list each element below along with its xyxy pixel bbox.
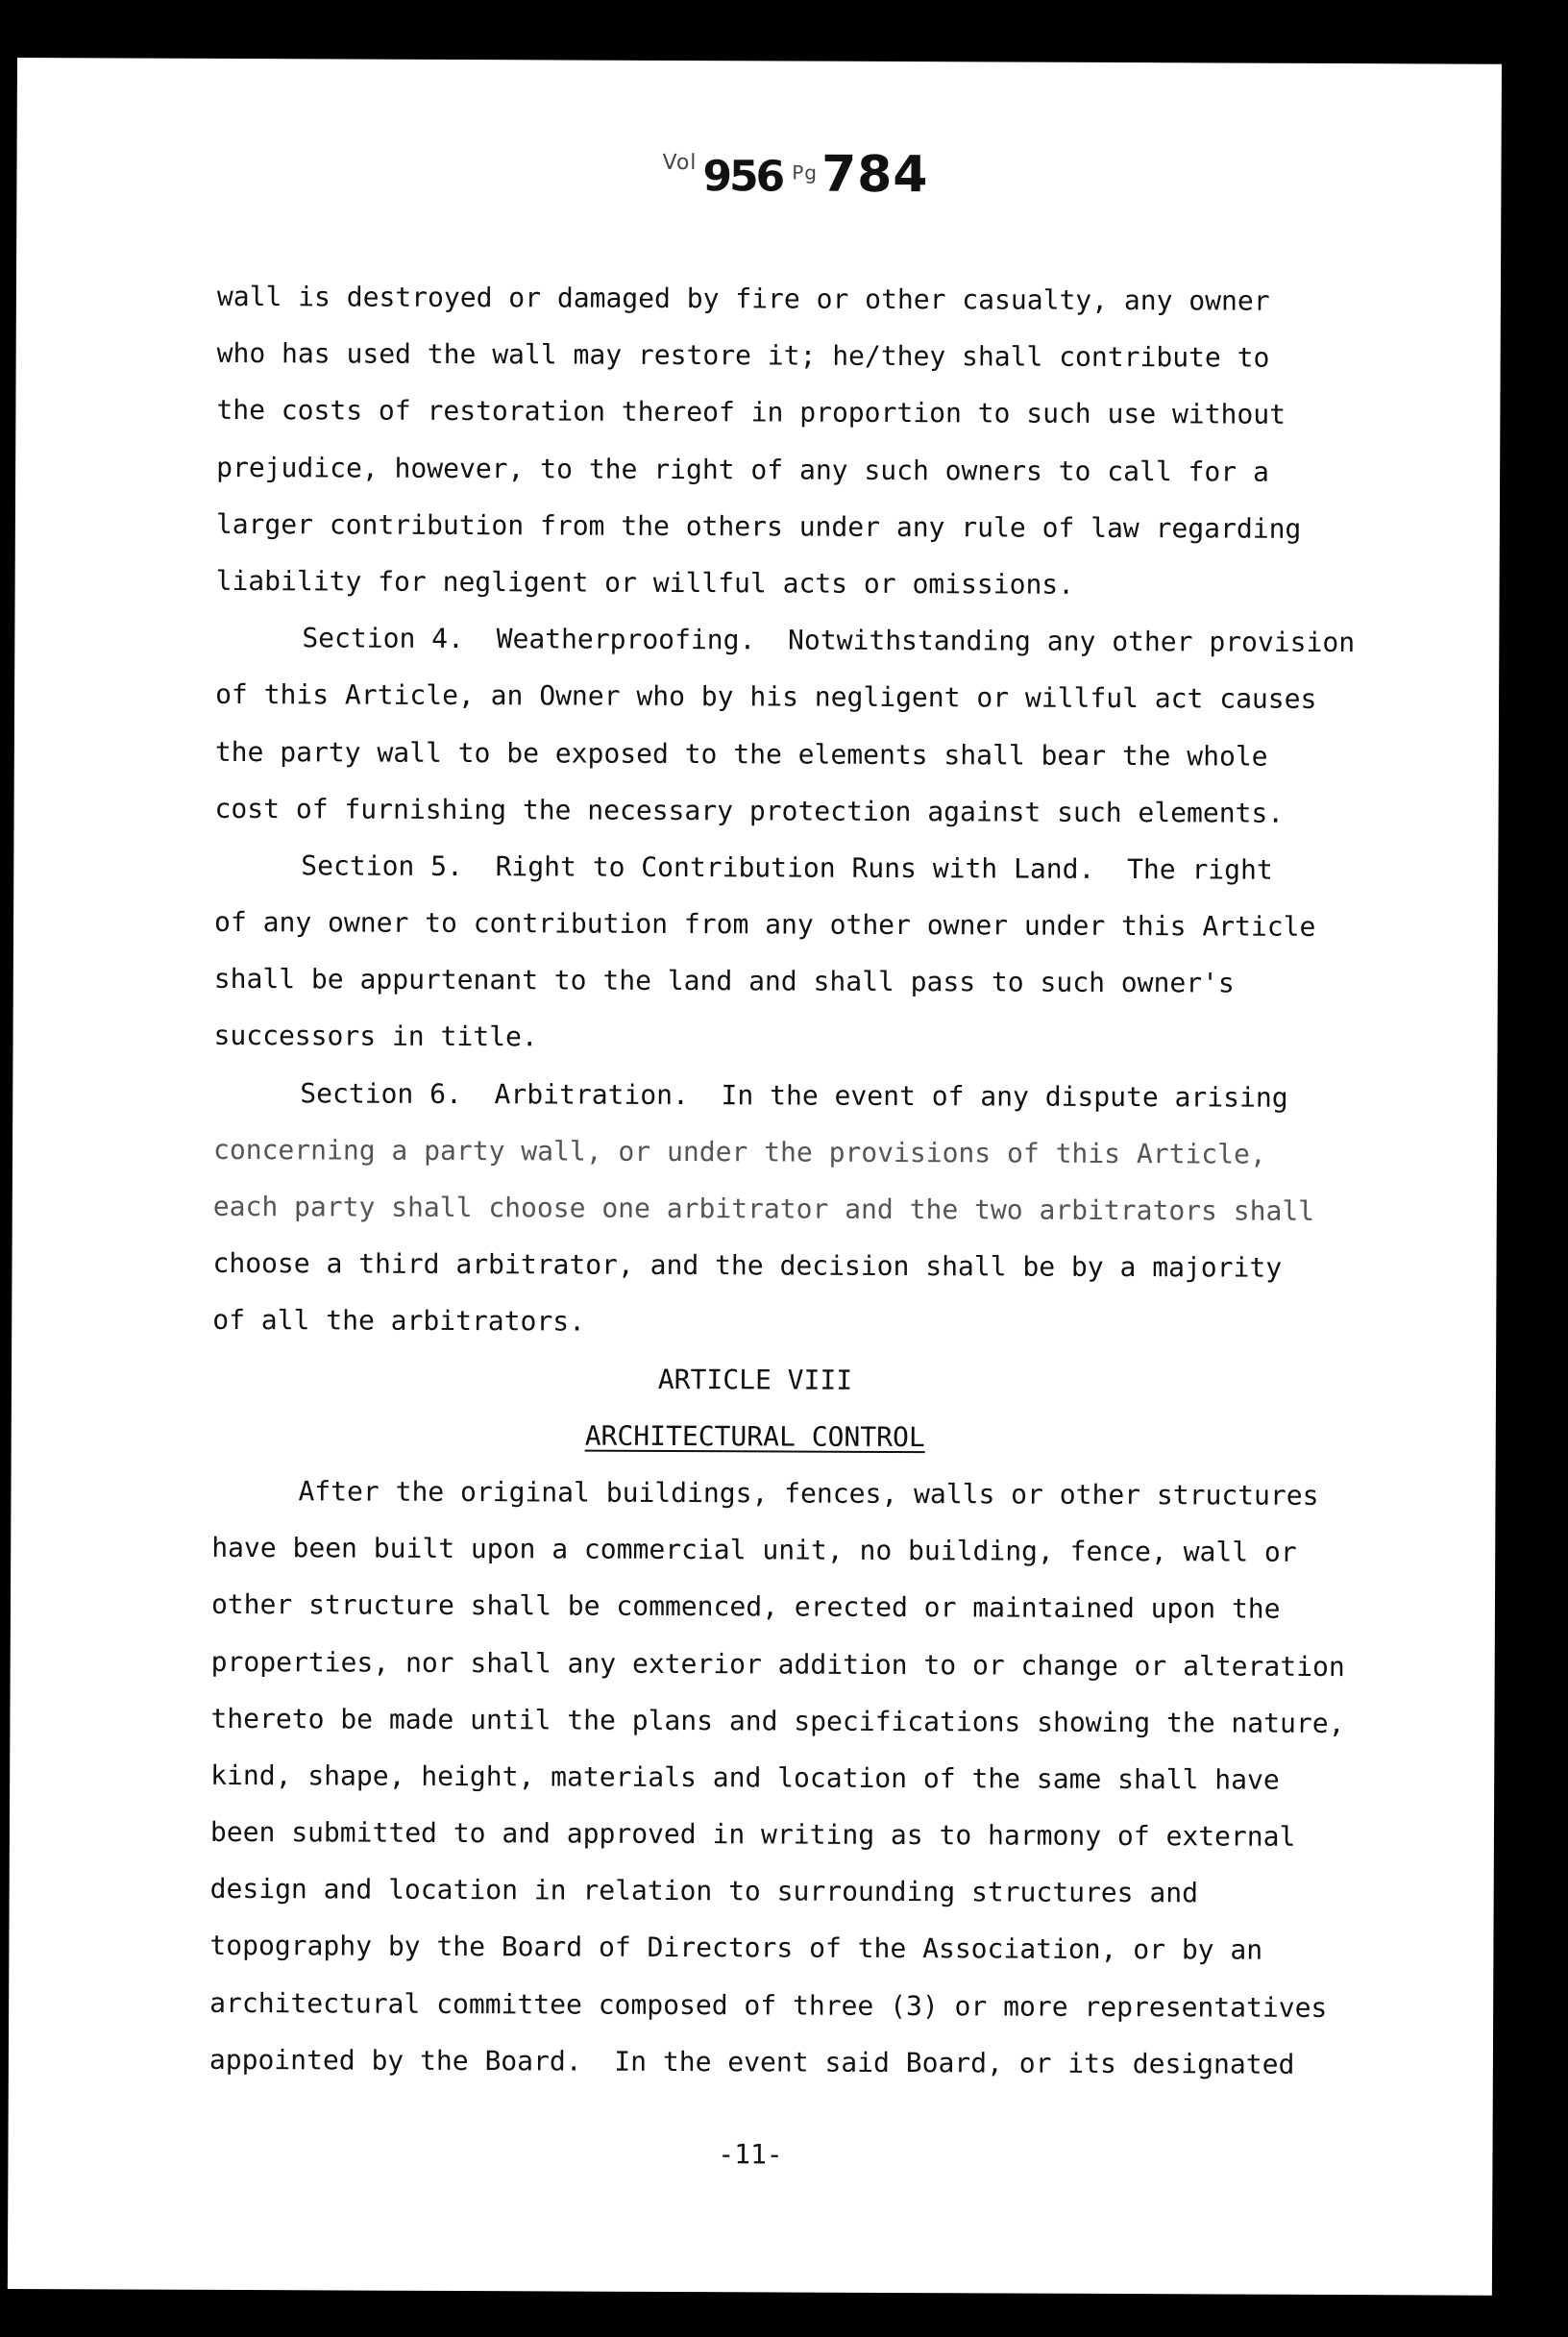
stamp-book-label: Vol <box>662 150 698 176</box>
text-line: the party wall to be exposed to the elements shall bear the whole <box>214 735 1268 773</box>
stamp-volume-number: 956 <box>702 152 783 202</box>
text-line: successors in title. <box>213 1020 538 1053</box>
paragraph-first-line: After the original buildings, fences, walls or other structures <box>298 1475 1319 1512</box>
text-line: concerning a party wall, or under the provisions of this Article, <box>212 1133 1266 1170</box>
text-line: shall be appurtenant to the land and shall pass to such owner's <box>213 963 1235 999</box>
recording-stamp <box>662 145 928 204</box>
section-4-heading-line: Section 4. Weatherproofing. Notwithstanding any other provision <box>302 622 1356 659</box>
article-title-text: ARCHITECTURAL CONTROL <box>584 1419 925 1453</box>
text-line: have been built upon a commercial unit, no building, fence, wall or <box>211 1532 1297 1568</box>
text-line: design and location in relation to surrounding structures and <box>209 1873 1199 1909</box>
text-line: who has used the wall may restore it; he/they shall contribute to <box>216 337 1270 374</box>
page-number: -11- <box>718 2138 783 2171</box>
text-line: each party shall choose one arbitrator and the two arbitrators shall <box>212 1190 1315 1227</box>
text-line: of all the arbitrators. <box>212 1304 586 1338</box>
text-line: other structure shall be commenced, erected or maintained upon the <box>210 1588 1281 1626</box>
text-line: architectural committee composed of three (3) or more representatives <box>209 1986 1328 2024</box>
text-line: larger contribution from the others under any rule of law regarding <box>215 507 1302 545</box>
text-line: been submitted to and approved in writing as to harmony of external <box>209 1815 1296 1853</box>
article-title <box>212 1406 1461 1468</box>
text-line: wall is destroyed or damaged by fire or other casualty, any owner <box>216 280 1270 317</box>
section-5-heading-line: Section 5. Right to Contribution Runs with Land. The right <box>301 849 1273 886</box>
text-line: thereto be made until the plans and specifications showing the nature, <box>210 1702 1345 1739</box>
stamp-page-number: 784 <box>821 145 929 205</box>
section-6-heading-line: Section 6. Arbitration. In the event of any dispute arising <box>300 1076 1288 1114</box>
text-line: cost of furnishing the necessary protection against such elements. <box>214 792 1285 829</box>
text-line: prejudice, however, to the right of any such owners to call for a <box>216 451 1269 488</box>
text-line: topography by the Board of Directors of the Association, or by an <box>209 1930 1263 1967</box>
text-line: the costs of restoration thereof in proportion to such use without <box>216 394 1286 431</box>
text-line: liability for negligent or willful acts or omissions. <box>215 564 1075 601</box>
text-line: kind, shape, height, materials and location of the same shall have <box>210 1759 1280 1796</box>
text-line: of any owner to contribution from any other owner under this Article <box>214 905 1316 943</box>
body-text <box>209 268 1466 2094</box>
text-line: properties, nor shall any exterior addition to or change or alteration <box>210 1645 1345 1683</box>
stamp-page-label: Pg <box>792 160 819 184</box>
document-page <box>8 58 1502 2296</box>
text-line: choose a third arbitrator, and the decision shall be by a majority <box>212 1247 1283 1284</box>
text-line: of this Article, an Owner who by his negligent or willful act causes <box>215 678 1317 716</box>
text-line: appointed by the Board. In the event said Board, or its designated <box>208 2043 1295 2080</box>
article-heading: ARTICLE VIII <box>657 1363 853 1396</box>
